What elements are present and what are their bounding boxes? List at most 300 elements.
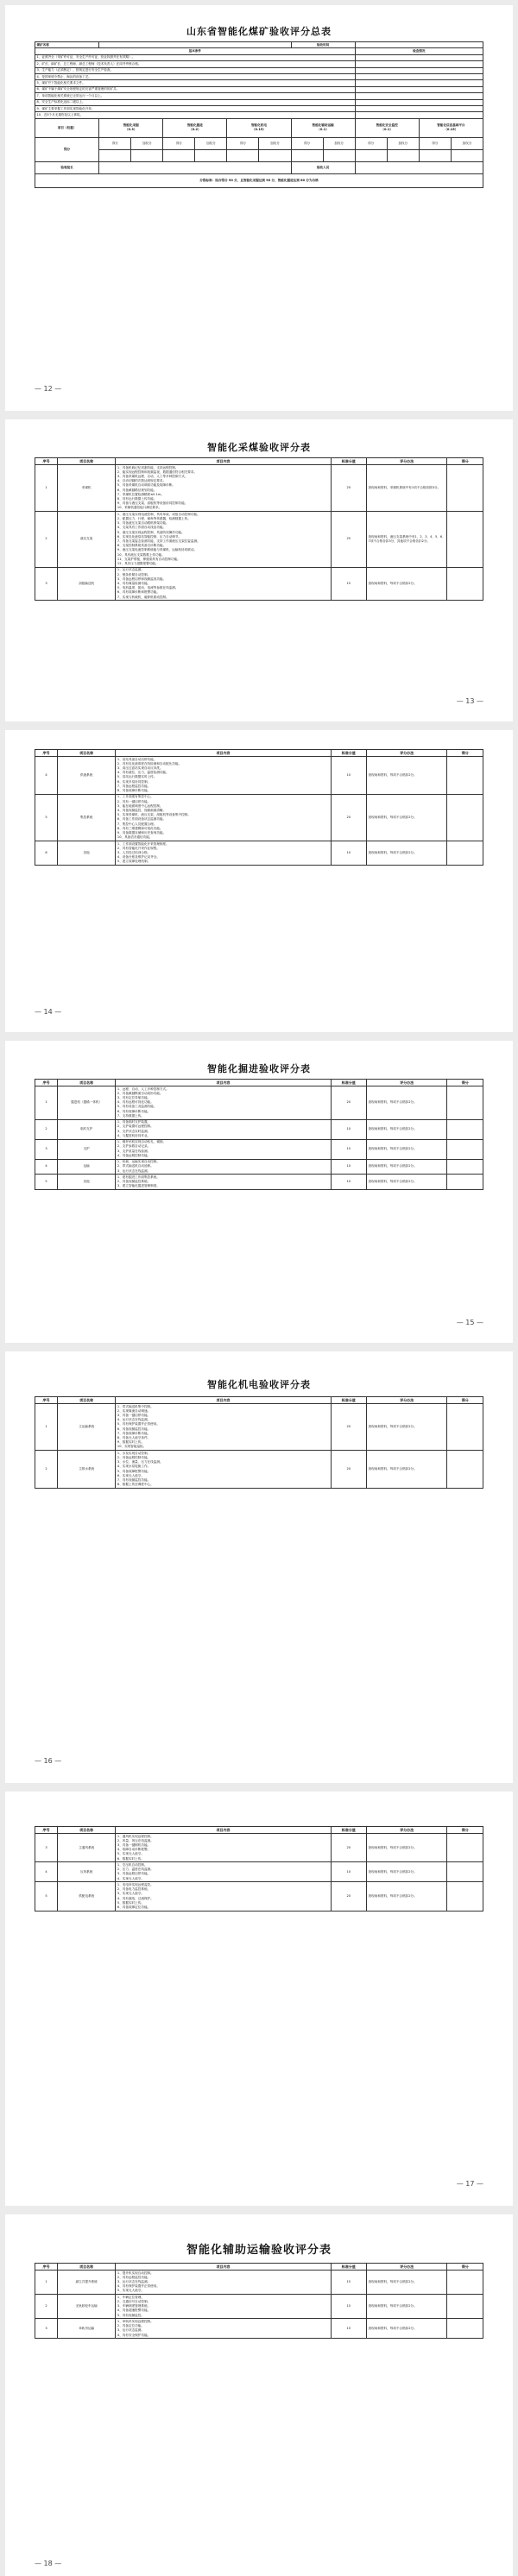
row-score: 20: [331, 1833, 367, 1861]
content-line: 5、具备故障报警功能。: [117, 1469, 151, 1473]
content-line: 2、具备视频监控系统。: [117, 1180, 151, 1184]
sub-label: 得分: [419, 137, 451, 149]
row-method: 查现场和资料，每项不合格扣2分。: [367, 1833, 447, 1861]
sub-label: 加权分: [131, 137, 163, 149]
row-item-name: 掘进机（掘锚一体机）: [57, 1086, 115, 1119]
check-cell[interactable]: [355, 105, 483, 111]
content-line: 6、具有故障诊断和报警功能。: [117, 590, 160, 595]
check-cell[interactable]: [355, 99, 483, 105]
content-line: 3、人员经过培训合格。: [117, 851, 151, 855]
content-line: 6、具有故障诊断功能。: [117, 1109, 151, 1113]
row-item-name: 支护: [57, 1139, 115, 1159]
score-cell[interactable]: [163, 149, 195, 161]
content-line: 4、故障自动诊断报警。: [117, 1848, 151, 1852]
content-line: 8、具有运行数据上传功能。: [117, 497, 157, 501]
condition-item: 9、煤矿主要采掘工作面实现智能化开采。: [35, 105, 356, 111]
row-get-score[interactable]: [447, 1086, 483, 1119]
col-no: 序号: [35, 1397, 58, 1404]
content-line: 3、水位、流量、压力在线监测。: [117, 1460, 163, 1464]
content-line: 2、压力、温度在线监测。: [117, 1867, 154, 1872]
row-no: 1: [35, 1403, 58, 1450]
content-line: 6、具备工作面设备状态监测功能。: [117, 817, 167, 822]
content-line: 6、实现多泵协同控制。: [117, 779, 151, 784]
row-item-name: 运输: [57, 1159, 115, 1175]
row-item-name: 供液系统: [57, 756, 115, 794]
sign-right-value[interactable]: [355, 161, 483, 173]
row-content: [116, 1119, 331, 1139]
acc-time-value[interactable]: [355, 42, 483, 48]
content-line: 2、配置压力、行程、倾角等传感器，检测数据上传。: [117, 517, 191, 520]
col-get: 得分: [447, 458, 483, 465]
condition-item: 3、生产能力（必须核定），按规定进行安全生产检查。: [35, 67, 356, 73]
table-row: [35, 2270, 483, 2294]
basic-cond-header: 基本条件: [35, 48, 356, 54]
row-content: [116, 512, 331, 568]
col-no: 序号: [35, 2264, 58, 2271]
row-get-score[interactable]: [447, 1451, 483, 1489]
content-line: 2、具备定位功能。: [117, 2324, 144, 2328]
row-no: 1: [35, 1086, 58, 1119]
table-row: [35, 794, 483, 841]
content-line: 5、具有保护装置并正常使用。: [117, 1422, 160, 1427]
content-line: 5、实现采煤机、液压支架、刮板机等设备集中控制。: [117, 813, 191, 817]
row-get-score[interactable]: [447, 1139, 483, 1159]
grading-note: 分级标准：综合得分 90 分，且智能化采掘达到 90 分，智能化掘进达到 80 分为合格: [35, 173, 483, 187]
content-line: 2、具备电力监控系统。: [117, 1887, 151, 1892]
row-item-name: 无轨胶轮车运输: [57, 2295, 115, 2319]
col-no: 序号: [35, 458, 58, 465]
row-no: 3: [35, 1139, 58, 1159]
content-line: 2、具备远程控制功能。: [117, 1456, 151, 1459]
row-content: [116, 567, 331, 601]
col-no: 序号: [35, 1080, 58, 1086]
score-cell[interactable]: [99, 149, 131, 161]
table-row: [35, 756, 483, 794]
row-content: [116, 2270, 331, 2294]
score-cell[interactable]: [451, 149, 483, 161]
row-item-name: 采煤机: [57, 464, 115, 511]
content-line: 3、运行状态在线监测。: [117, 1168, 151, 1173]
col-content: 项目内容: [116, 1080, 331, 1086]
item-header: 智能化掘进 （0.2）: [163, 118, 227, 137]
score-cell[interactable]: [419, 149, 451, 161]
score-cell[interactable]: [227, 149, 259, 161]
row-no: 5: [35, 794, 58, 841]
row-score: 10: [331, 1175, 367, 1190]
page-number: — 16 —: [35, 1757, 62, 1765]
row-content: [116, 1139, 331, 1159]
page-number: — 17 —: [456, 2180, 483, 2188]
row-content: [116, 1175, 331, 1190]
content-line: 3、具备液压支架自动跟机移架功能。: [117, 521, 169, 526]
content-line: 3、具备一键倒机功能。: [117, 1842, 151, 1847]
content-line: 12、具有压力超限报警功能。: [117, 562, 159, 566]
score-table: [35, 457, 483, 601]
row-get-score[interactable]: [447, 756, 483, 794]
content-line: 3、运行状态在线监测。: [117, 2279, 151, 2283]
page-12: [5, 5, 513, 411]
content-line: 1、水泵实现自动控制。: [117, 1451, 151, 1455]
row-no: 2: [35, 512, 58, 568]
check-status-header: 检查情况: [355, 48, 483, 54]
row-no: 4: [35, 1159, 58, 1175]
content-line: 2、带式输送机自动延伸。: [117, 1164, 154, 1168]
content-line: 5、数据实时上传。: [117, 1900, 144, 1905]
check-cell[interactable]: [355, 93, 483, 99]
row-no: 4: [35, 1862, 58, 1882]
content-line: 6、具备故障定位功能。: [117, 1905, 151, 1909]
table-row: [35, 1139, 483, 1159]
row-get-score[interactable]: [447, 1175, 483, 1190]
content-line: 9、数据实时上传。: [117, 1440, 144, 1445]
sign-left-label: 验收组长: [35, 161, 99, 173]
row-method: 查现场和资料，每项不合格扣2分。: [367, 794, 447, 841]
sub-label: 加权分: [259, 137, 291, 149]
page-title: 智能化辅助运输验收评分表: [186, 2244, 332, 2257]
row-get-score[interactable]: [447, 1862, 483, 1882]
row-get-score[interactable]: [447, 1882, 483, 1911]
row-method: 查现场和资料，每项不合格扣2分。: [367, 1862, 447, 1882]
page-title: 智能化掘进验收评分表: [207, 1063, 311, 1074]
row-get-score[interactable]: [447, 512, 483, 568]
content-line: 6、实现无人值守。: [117, 1473, 144, 1477]
content-line: 4、支架具有工作面自动找直功能。: [117, 526, 167, 530]
sub-label: 加权分: [195, 137, 227, 149]
content-line: 4、具有漏电、过流保护。: [117, 1896, 154, 1900]
row-content: [116, 1159, 331, 1175]
content-line: 3、具备采煤机远程、自动、人工等多种控制方式。: [117, 474, 188, 478]
content-line: 2、具有智能化开采作业规程。: [117, 846, 160, 850]
content-line: 3、具备远程启停和视频监视功能。: [117, 576, 167, 581]
table-row: [35, 1119, 483, 1139]
sub-label: 加权分: [451, 137, 483, 149]
content-line: 9、具备与液压支架、刮板机等设备协同控制功能。: [117, 501, 188, 506]
col-no: 序号: [35, 1827, 58, 1834]
condition-item: 1、证照齐全（采矿许可证、安全生产许可证、营业执照并在有效期）。: [35, 54, 356, 60]
row-no: 3: [35, 1833, 58, 1861]
row-score: 15: [331, 2270, 367, 2294]
row-content: [116, 756, 331, 794]
check-cell[interactable]: [355, 67, 483, 73]
content-line: 5、建立故障处理机制。: [117, 860, 151, 864]
score-cell[interactable]: [259, 149, 291, 161]
col-score: 标准分值: [331, 1080, 367, 1086]
check-cell[interactable]: [355, 54, 483, 60]
row-content: [116, 2295, 331, 2319]
check-cell[interactable]: [355, 61, 483, 67]
row-get-score[interactable]: [447, 2319, 483, 2339]
content-line: 10、具备语音通信功能。: [117, 835, 153, 840]
row-item-name: 其他: [57, 841, 115, 866]
mine-name-value[interactable]: [99, 42, 291, 48]
content-line: 1、锚杆钻机实现自动钻孔、锚固。: [117, 1140, 167, 1144]
condition-item: 10、近3个月无重伤及以上事故。: [35, 112, 356, 118]
row-content: [116, 1403, 331, 1450]
score-cell[interactable]: [387, 149, 419, 161]
row-content: [116, 1451, 331, 1489]
content-line: 2、支护装置可远程控制。: [117, 1124, 154, 1129]
check-cell[interactable]: [355, 86, 483, 92]
content-line: 1、具备临时支护装置。: [117, 1120, 151, 1124]
row-method: 查现场和资料，每项不合格扣2分。: [367, 567, 447, 601]
content-line: 7、采煤机位置检测精度≤0.1m。: [117, 492, 164, 496]
sub-label: 得分: [227, 137, 259, 149]
col-method: 评分办法: [367, 1827, 447, 1834]
condition-item: 7、单项智能化相关系统已正常运行一个月以上。: [35, 93, 356, 99]
row-score: 20: [331, 1086, 367, 1119]
content-line: 8、具有三维建模和可视化功能。: [117, 826, 163, 830]
row-score: 15: [331, 1139, 367, 1159]
content-line: 7、具有视频监控功能。: [117, 1478, 151, 1483]
row-item-name: 副立井提升系统: [57, 2270, 115, 2294]
row-method: 查现场和资料，每项不合格扣2分。: [367, 1175, 447, 1190]
content-line: 4、与掘进机协同作业。: [117, 1133, 151, 1137]
row-score: 25: [331, 512, 367, 568]
content-line: 1、单轨吊实现远程控制。: [117, 2319, 154, 2323]
row-no: 5: [35, 1882, 58, 1911]
content-line: 2、交通信号自动控制。: [117, 2299, 151, 2303]
row-score: 20: [331, 464, 367, 511]
row-score: 10: [331, 1159, 367, 1175]
sub-label: 加权分: [323, 137, 355, 149]
col-item: 项目名称: [57, 1080, 115, 1086]
content-line: 3、支护状态实时监测。: [117, 1129, 151, 1133]
acc-time-label: 验收时间: [291, 42, 355, 48]
col-item: 项目名称: [57, 458, 115, 465]
col-method: 评分办法: [367, 1080, 447, 1086]
page-18: [5, 2214, 513, 2576]
row-get-score[interactable]: [447, 464, 483, 511]
col-content: 项目内容: [116, 750, 331, 757]
col-score: 标准分值: [331, 750, 367, 757]
row-get-score[interactable]: [447, 794, 483, 841]
row-get-score[interactable]: [447, 1159, 483, 1175]
row-score: 15: [331, 2295, 367, 2319]
content-line: 7、具备支架姿态检测功能，支持工作面液压支架位姿监测。: [117, 539, 200, 544]
score-table: [35, 1396, 483, 1489]
condition-item: 6、煤矿不属于煤矿安全规程规定的灾害严重管理的的矿井。: [35, 86, 356, 92]
content-line: 4、实现无人值守。: [117, 1876, 144, 1880]
content-line: 1、泵站具备自动启停功能。: [117, 757, 157, 761]
content-line: 4、具备超速报警功能。: [117, 2308, 151, 2313]
content-line: 1、建有掘进工作面集控系统。: [117, 1175, 160, 1179]
score-label: 得分: [35, 137, 99, 161]
page-number: — 18 —: [35, 2560, 62, 2567]
row-get-score[interactable]: [447, 841, 483, 866]
score-table: [35, 749, 483, 866]
col-get: 得分: [447, 1397, 483, 1404]
table-row: [35, 1833, 483, 1861]
content-line: 10、实现智能巡检。: [117, 1445, 147, 1449]
table-row: [35, 2295, 483, 2319]
row-no: 1: [35, 464, 58, 511]
col-content: 项目内容: [116, 458, 331, 465]
page-number: — 13 —: [456, 697, 483, 705]
row-method: 查现场和资料，每项不合格扣2分。: [367, 1451, 447, 1489]
content-line: 4、自动切割的次数达到规定要求。: [117, 479, 167, 483]
table-row: [35, 567, 483, 601]
content-line: 2、具有一键启停功能。: [117, 799, 151, 803]
condition-item: 2、矿长、副矿长、总工程师、副总工程师（技术负责人）在岗并考核合格。: [35, 61, 356, 67]
page-number: — 15 —: [456, 1319, 483, 1326]
score-cell[interactable]: [195, 149, 227, 161]
row-item-name: 刮板输送机: [57, 567, 115, 601]
row-method: 查现场和资料，每项不合格扣2分。: [367, 1882, 447, 1911]
page-15: [5, 1041, 513, 1343]
content-line: 5、具有视频监控。: [117, 2313, 144, 2317]
row-no: 2: [35, 1119, 58, 1139]
col-item: 项目名称: [57, 2264, 115, 2271]
score-table: [35, 1079, 483, 1190]
row-score: 20: [331, 1451, 367, 1489]
row-item-name: 主通风系统: [57, 1833, 115, 1861]
col-get: 得分: [447, 2264, 483, 2271]
row-get-score[interactable]: [447, 1403, 483, 1450]
content-line: 8、具备无人值守条件。: [117, 1436, 151, 1439]
table-row: [35, 1862, 483, 1882]
col-get: 得分: [447, 750, 483, 757]
content-line: 1、液压支架实现电液控制，具有单架、成组自动控制功能。: [117, 512, 200, 516]
table-row: [35, 841, 483, 866]
content-line: 1、提升机实现自动控制。: [117, 2271, 154, 2275]
row-method: 查现场和资料，每项不合格扣2分。: [367, 1119, 447, 1139]
page-title: 山东省智能化煤矿验收评分总表: [186, 26, 332, 37]
table-row: [35, 1882, 483, 1911]
col-item: 项目名称: [57, 1397, 115, 1404]
table-row: [35, 1086, 483, 1119]
row-get-score[interactable]: [447, 2270, 483, 2294]
score-cell[interactable]: [131, 149, 163, 161]
content-line: 6、具备视频监控功能。: [117, 1427, 151, 1431]
page-13: [5, 419, 513, 721]
content-line: 3、高压过滤站实现自动反冲洗。: [117, 765, 163, 770]
row-method: 查现场和资料，每项不合格扣2分。: [367, 1139, 447, 1159]
row-item-name: 集控系统: [57, 794, 115, 841]
col-content: 项目内容: [116, 1397, 331, 1404]
score-table: [35, 2263, 483, 2339]
content-line: 10、采煤机通信接口满足要求。: [117, 506, 162, 510]
content-line: 3、具有定位导航功能。: [117, 1095, 151, 1099]
row-score: 20: [331, 1403, 367, 1450]
score-cell[interactable]: [291, 149, 323, 161]
content-line: 5、泵站运行数据实时上传。: [117, 775, 157, 779]
table-row: [35, 512, 483, 568]
row-get-score[interactable]: [447, 1833, 483, 1861]
condition-item: 8、安全生产标准化达标二级以上。: [35, 99, 356, 105]
row-score: 10: [331, 756, 367, 794]
score-cell[interactable]: [323, 149, 355, 161]
content-line: 3、具备远程启停功能。: [117, 1872, 151, 1876]
col-get: 得分: [447, 1827, 483, 1834]
col-item: 项目名称: [57, 750, 115, 757]
sub-label: 加权分: [387, 137, 419, 149]
content-line: 3、运行状态监测。: [117, 2328, 144, 2333]
row-get-score[interactable]: [447, 567, 483, 601]
row-method: 查现场和资料，每项不合格扣2分。: [367, 1159, 447, 1175]
content-line: 1、工作面设置智能化开采管理制度。: [117, 841, 169, 846]
check-cell[interactable]: [355, 80, 483, 86]
sub-label: 得分: [291, 137, 323, 149]
item-header: 智能化辅助运输 （0.1）: [291, 118, 355, 137]
content-line: 2、链条张紧自动控制。: [117, 572, 151, 576]
row-item-name: 其他: [57, 1175, 115, 1190]
row-no: 4: [35, 756, 58, 794]
content-line: 5、实现无人值守。: [117, 1852, 144, 1856]
content-line: 4、运行状态在线监测。: [117, 1418, 151, 1422]
content-line: 8、具备故障诊断功能。: [117, 789, 151, 792]
sub-label: 得分: [163, 137, 195, 149]
col-method: 评分办法: [367, 1397, 447, 1404]
content-line: 4、具有安全保护功能。: [117, 2333, 151, 2337]
content-line: 9、具备数据存储和历史查询功能。: [117, 831, 167, 835]
table-row: [35, 464, 483, 511]
sign-left-value[interactable]: [99, 161, 291, 173]
content-line: 7、集控中心人员配置合理。: [117, 822, 157, 826]
item-header: 智能化安全监控 （0.1）: [355, 118, 419, 137]
content-line: 4、具有保护装置并正常使用。: [117, 2284, 160, 2289]
score-cell[interactable]: [355, 149, 387, 161]
content-line: 7、具备故障诊断功能。: [117, 1431, 151, 1435]
content-line: 4、具有远程可视化功能。: [117, 1100, 154, 1105]
row-method: 查现场和资料，每项不合格扣2分。: [367, 2295, 447, 2319]
content-line: 6、实现乳化液泵站智能控制，压力自动调节。: [117, 534, 182, 539]
row-method: 查现场和资料，采煤机系统中有1项不合格扣除3分。: [367, 464, 447, 511]
content-line: 1、运行状态监测。: [117, 568, 144, 572]
col-score: 标准分值: [331, 1397, 367, 1404]
item-header: 智能化信息基础平台 （0.15）: [419, 118, 483, 137]
row-score: 10: [331, 1119, 367, 1139]
col-content: 项目内容: [116, 2264, 331, 2271]
col-method: 评分办法: [367, 2264, 447, 2271]
row-item-name: 单轨吊运输: [57, 2319, 115, 2339]
row-item-name: 主排水系统: [57, 1451, 115, 1489]
content-line: 2、风量、风压在线监测。: [117, 1838, 154, 1842]
content-line: 3、建立智能化掘进管理制度。: [117, 1184, 160, 1188]
row-content: [116, 2319, 331, 2339]
check-cell[interactable]: [355, 112, 483, 118]
table-row: [35, 1175, 483, 1190]
proj-type-label: 项目（权重）: [35, 118, 99, 137]
row-method: 查现场和资料，液压支架系统中有1、2、3、4、5、6、7项不合格各扣3分，其他项不合格各扣2分。: [367, 512, 447, 568]
content-line: 10、具有液压支架数据上传功能。: [117, 552, 165, 557]
content-line: 1、空压机自动控制。: [117, 1862, 148, 1867]
content-line: 5、液压支架实现远程控制，具备防误操作功能。: [117, 530, 185, 534]
content-line: 1、通风机实现远程控制。: [117, 1834, 154, 1838]
page-title: 智能化机电验收评分表: [207, 1379, 311, 1390]
row-no: 2: [35, 2295, 58, 2319]
content-line: 7、具备远程监控功能。: [117, 784, 151, 788]
row-get-score[interactable]: [447, 2295, 483, 2319]
row-score: 10: [331, 841, 367, 866]
content-line: 4、具备远程控制功能。: [117, 1153, 151, 1157]
row-get-score[interactable]: [447, 1119, 483, 1139]
row-content: [116, 1833, 331, 1861]
row-content: [116, 1086, 331, 1119]
row-score: 20: [331, 1882, 367, 1911]
content-line: 3、车辆调度管理系统。: [117, 2304, 151, 2308]
sub-label: 得分: [99, 137, 131, 149]
item-header: 智能化机电 （0.15）: [227, 118, 291, 137]
sign-right-label: 验收人员: [291, 161, 355, 173]
row-score: 20: [331, 794, 367, 841]
content-line: 6、具备截割路径规划功能。: [117, 488, 157, 492]
row-method: 查现场和资料，每项不合格扣2分。: [367, 1086, 447, 1119]
check-cell[interactable]: [355, 73, 483, 79]
content-line: 1、具备机载记忆切割功能，支持远程控制。: [117, 465, 179, 469]
row-score: 10: [331, 1862, 367, 1882]
page-number: — 14 —: [35, 1008, 62, 1016]
row-no: 3: [35, 2319, 58, 2339]
